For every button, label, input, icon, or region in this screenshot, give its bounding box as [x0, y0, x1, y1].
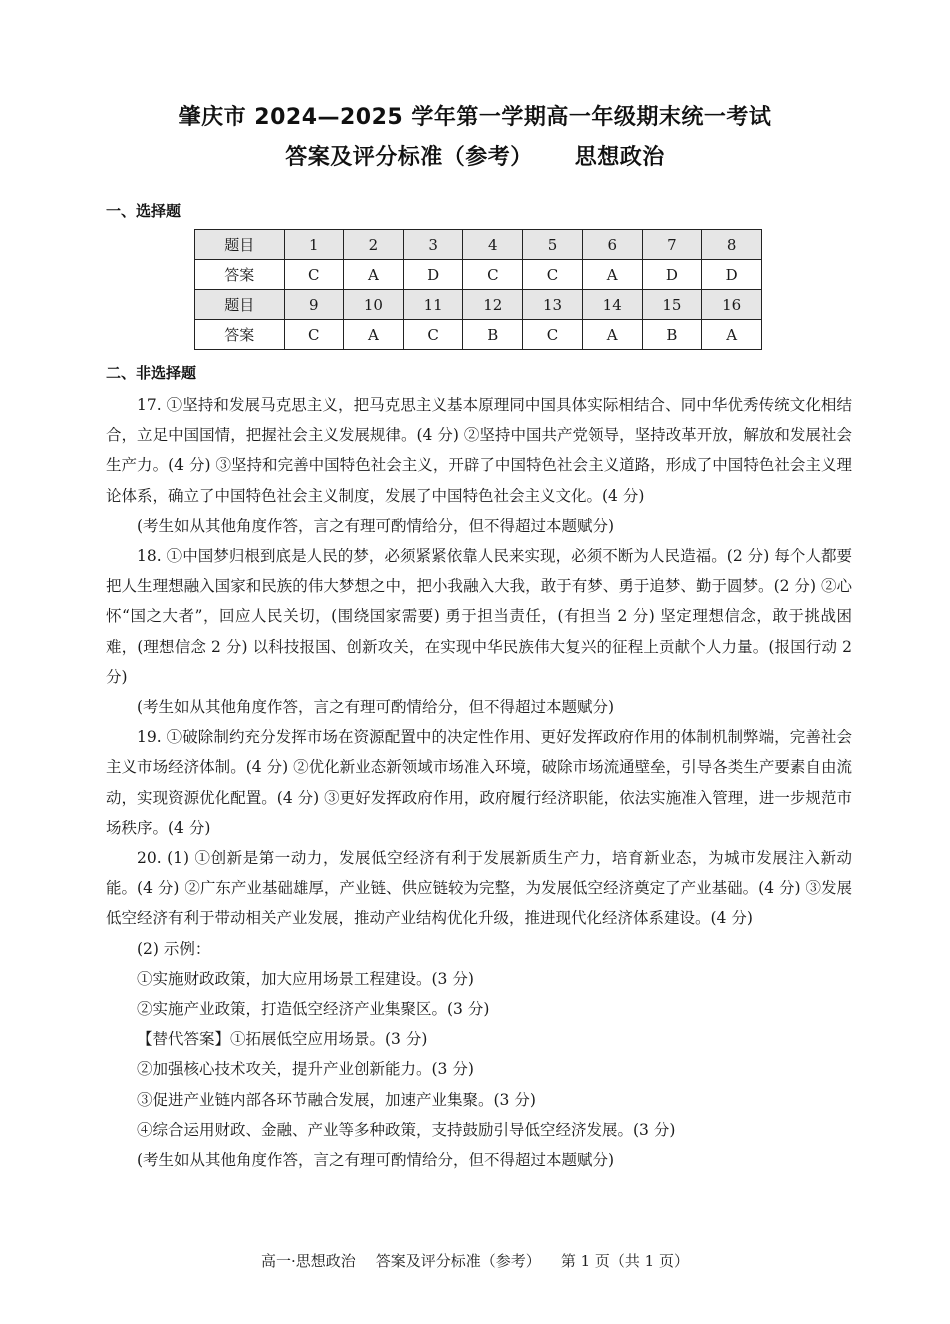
q19-answer: 19. ①破除制约充分发挥市场在资源配置中的决定性作用、更好发挥政府作用的体制机制弊端，完善社会主义市场经济体制。(4 分) ②优化新业态新领域市场准入环境，破除市场流通壁垒，引导各类生产要素自由流动，实现资源优化配置。(4 分) ③更好发挥政府作用，政府履行经济职能，依法实施准入管理，进一步规范市场秩序。(4 分) [106, 728, 852, 837]
table-cell: 8 [702, 230, 762, 260]
table-cell: C [523, 260, 583, 290]
q20-example-line: ②实施产业政策，打造低空经济产业集聚区。(3 分) [137, 1000, 490, 1019]
table-cell: C [403, 320, 463, 350]
page-title: 肇庆市 2024—2025 学年第一学期高一年级期末统一考试 [178, 105, 772, 130]
table-cell: 10 [344, 290, 404, 320]
table-cell: 2 [344, 230, 404, 260]
table-cell: C [284, 260, 344, 290]
q20-example-line: ①实施财政政策，加大应用场景工程建设。(3 分) [137, 969, 474, 988]
table-row-label: 答案 [195, 260, 285, 290]
q20-alt-answer-line: ③促进产业链内部各环节融合发展，加速产业集聚。(3 分) [137, 1090, 536, 1109]
table-cell: 9 [284, 290, 344, 320]
table-row-label: 题目 [195, 230, 285, 260]
q20-part2-label: (2) 示例： [137, 939, 211, 958]
table-cell: C [523, 320, 583, 350]
q20-part1-answer: 20. (1) ①创新是第一动力，发展低空经济有利于发展新质生产力，培育新业态，为城市发展注入新动能。(4 分) ②广东产业基础雄厚，产业链、供应链较为完整，为发展低空经济奠定了产业基础。(4 分) ③发展低空经济有利于带动相关产业发展，推动产业结构优化升级，推进现代化经济体系建设。(4 分) [106, 849, 852, 928]
table-row-question-numbers [195, 290, 762, 320]
table-cell: A [702, 320, 762, 350]
q20-alt-answer-line: ②加强核心技术攻关，提升产业创新能力。(3 分) [137, 1060, 474, 1079]
table-cell: 1 [284, 230, 344, 260]
table-cell: D [403, 260, 463, 290]
q20-note: (考生如从其他角度作答，言之有理可酌情给分，但不得超过本题赋分) [137, 1151, 615, 1170]
table-cell: 3 [403, 230, 463, 260]
table-cell: A [344, 260, 404, 290]
table-cell: 7 [642, 230, 702, 260]
table-cell: 5 [523, 230, 583, 260]
table-cell: 12 [463, 290, 523, 320]
table-row-label: 答案 [195, 320, 285, 350]
table-cell: 11 [403, 290, 463, 320]
open-questions [106, 390, 852, 1175]
table-cell: 6 [582, 230, 642, 260]
section-heading-choice: 一、选择题 [106, 202, 182, 220]
footer-subject: 高一·思想政治 [261, 1252, 356, 1270]
table-cell: 15 [642, 290, 702, 320]
page-footer [0, 1250, 950, 1271]
table-cell: A [582, 260, 642, 290]
table-cell: A [344, 320, 404, 350]
q18-answer: 18. ①中国梦归根到底是人民的梦，必须紧紧依靠人民来实现，必须不断为人民造福。(2 分) 每个人都要把人生理想融入国家和民族的伟大梦想之中，把小我融入大我，敢于有梦、勇于追梦、勤于圆梦。(2 分) ②心怀“国之大者”，回应人民关切，(围绕国家需要) 勇于担当责任，(有担当 2 分) 坚定理想信念，敢于挑战困难，(理想信念 2 分) 以科技报国、创新攻关，在实现中华民族伟大复兴的征程上贡献个人力量。(报国行动 2 分) [106, 547, 852, 686]
table-cell: D [642, 260, 702, 290]
answer-table [194, 229, 762, 350]
section-heading-open: 二、非选择题 [106, 364, 197, 382]
table-row-question-numbers [195, 230, 762, 260]
table-cell: C [463, 260, 523, 290]
table-cell: B [642, 320, 702, 350]
footer-doc-title: 答案及评分标准（参考） [375, 1252, 541, 1270]
subtitle-answer-key: 答案及评分标准（参考） [285, 145, 533, 170]
table-cell: D [702, 260, 762, 290]
subtitle-subject: 思想政治 [574, 145, 665, 170]
table-cell: B [463, 320, 523, 350]
table-cell: 4 [463, 230, 523, 260]
table-cell: C [284, 320, 344, 350]
table-row-label: 题目 [195, 290, 285, 320]
q17-note: (考生如从其他角度作答，言之有理可酌情给分，但不得超过本题赋分) [137, 516, 615, 535]
q17-answer: 17. ①坚持和发展马克思主义，把马克思主义基本原理同中国具体实际相结合、同中华优秀传统文化相结合，立足中国国情，把握社会主义发展规律。(4 分) ②坚持中国共产党领导，坚持改革开放，解放和发展社会生产力。(4 分) ③坚持和完善中国特色社会主义，开辟了中国特色社会主义道路，形成了中国特色社会主义理论体系，确立了中国特色社会主义制度，发展了中国特色社会主义文化。(4 分) [106, 396, 852, 505]
table-row-answers [195, 260, 762, 290]
table-cell: 16 [702, 290, 762, 320]
table-row-answers [195, 320, 762, 350]
q20-alt-answer-line: 【替代答案】①拓展低空应用场景。(3 分) [137, 1030, 428, 1049]
q18-note: (考生如从其他角度作答，言之有理可酌情给分，但不得超过本题赋分) [137, 698, 615, 717]
table-cell: 14 [582, 290, 642, 320]
footer-page-number: 第 1 页（共 1 页） [560, 1252, 689, 1270]
table-cell: A [582, 320, 642, 350]
page-subtitle [0, 140, 950, 171]
table-cell: 13 [523, 290, 583, 320]
q20-alt-answer-line: ④综合运用财政、金融、产业等多种政策，支持鼓励引导低空经济发展。(3 分) [137, 1120, 676, 1139]
